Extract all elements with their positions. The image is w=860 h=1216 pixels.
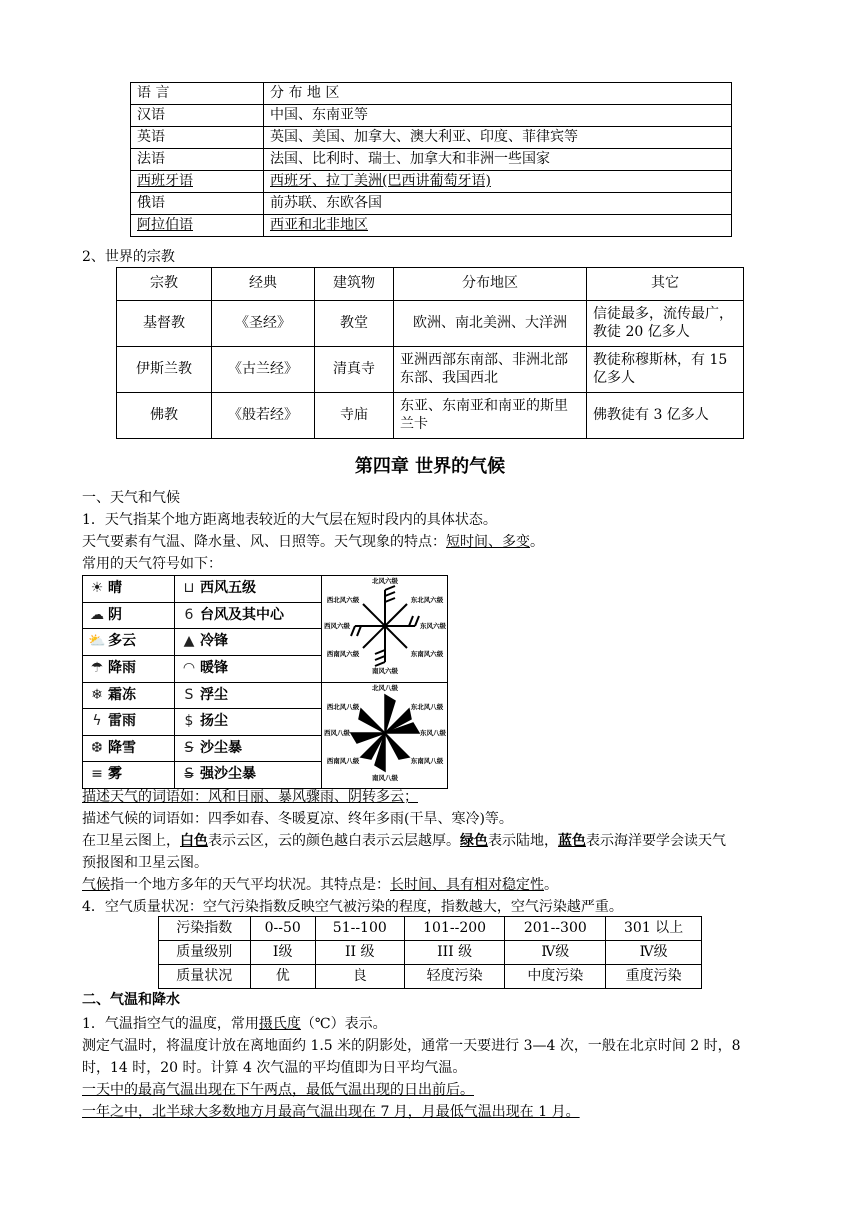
sun-icon: ☀ — [90, 580, 104, 597]
symbol-cell — [83, 735, 175, 762]
symbol-label: 多云 — [108, 633, 136, 650]
table-row — [131, 127, 732, 149]
table-row — [131, 171, 732, 193]
symbol-label: 强沙尘暴 — [200, 766, 256, 783]
symbol-label: 霜冻 — [108, 686, 136, 703]
wind-label: 东北风六级 — [410, 596, 443, 604]
religion-table — [116, 267, 744, 439]
warm-front-icon: ◠ — [182, 659, 196, 676]
table-cell: 良 — [315, 965, 404, 989]
typhoon-icon: 6 — [184, 606, 194, 623]
section-heading: 一、天气和气候 — [82, 490, 180, 506]
wind-label: 东南风八级 — [410, 756, 443, 765]
symbol-label: 阴 — [108, 606, 122, 623]
religion-cell: 基督教 — [117, 301, 212, 347]
frost-icon: ❄ — [91, 686, 103, 703]
table-cell: 质量级别 — [159, 941, 251, 965]
language-cell: 法语 — [131, 149, 264, 171]
underlined-text: 短时间、多变 — [446, 534, 530, 550]
building-cell: 清真寺 — [315, 347, 394, 393]
text-run: 1．气温指空气的温度，常用 — [82, 1016, 259, 1032]
table-cell: Ⅳ级 — [606, 941, 702, 965]
wind-rose-6-icon — [323, 576, 447, 676]
weather-symbol-table — [82, 575, 448, 789]
section-heading: 二、气温和降水 — [82, 992, 180, 1008]
table-cell: 101--200 — [404, 917, 505, 941]
wind-rose-6-cell — [322, 576, 448, 683]
cold-front-icon: ▲ — [183, 633, 195, 650]
text-run: 指一个地方多年的天气平均状况。其特点是： — [110, 877, 390, 893]
header-cell: 语 言 — [131, 83, 264, 105]
symbol-cell — [175, 576, 322, 603]
header-cell: 分 布 地 区 — [264, 83, 732, 105]
underlined-text: 蓝色 — [558, 833, 586, 849]
symbol-label: 晴 — [108, 580, 122, 597]
table-row — [159, 965, 702, 989]
table-row — [131, 149, 732, 171]
language-cell: 西班牙语 — [131, 171, 264, 193]
table-cell: II 级 — [315, 941, 404, 965]
language-cell: 英语 — [131, 127, 264, 149]
wind-label: 西北风八级 — [326, 702, 359, 711]
paragraph: 预报图和卫星云图。 — [82, 855, 208, 871]
symbol-label: 西风五级 — [200, 580, 256, 597]
symbol-label: 台风及其中心 — [200, 606, 284, 623]
header-cell: 经典 — [212, 268, 315, 301]
wind-label: 南风六级 — [371, 667, 398, 675]
other-cell: 教徒称穆斯林，有 15 亿多人 — [587, 347, 744, 393]
paragraph: 常用的天气符号如下： — [82, 556, 222, 572]
chapter-title: 第四章 世界的气候 — [354, 456, 506, 477]
symbol-label: 沙尘暴 — [200, 739, 242, 756]
table-header-row — [117, 268, 744, 301]
paragraph — [82, 830, 726, 852]
text-run: 表示云区，云的颜色越白表示云层越厚。 — [208, 833, 460, 849]
table-row — [83, 682, 448, 709]
table-cell: III 级 — [404, 941, 505, 965]
table-row — [131, 193, 732, 215]
overcast-icon: ☁ — [90, 606, 104, 623]
symbol-cell — [83, 629, 175, 656]
paragraph: 1．天气指某个地方距离地表较近的大气层在短时段内的具体状态。 — [82, 512, 497, 528]
header-cell: 宗教 — [117, 268, 212, 301]
paragraph — [82, 531, 544, 553]
west-wind-icon: ⊔ — [183, 580, 195, 597]
symbol-label: 暖锋 — [200, 659, 228, 676]
table-cell: 301 以上 — [606, 917, 702, 941]
region-cell: 西亚和北非地区 — [264, 215, 732, 237]
paragraph: 时，14 时，20 时。计算 4 次气温的平均值即为日平均气温。 — [82, 1060, 467, 1076]
wind-rose-8-icon — [323, 683, 447, 783]
table-row — [131, 215, 732, 237]
table-cell: 中度污染 — [505, 965, 606, 989]
table-row — [131, 105, 732, 127]
wind-label: 西北风六级 — [326, 596, 359, 604]
table-cell: 201--300 — [505, 917, 606, 941]
table-cell: 轻度污染 — [404, 965, 505, 989]
symbol-cell — [83, 576, 175, 603]
paragraph: 4．空气质量状况：空气污染指数反映空气被污染的程度，指数越大，空气污染越严重。 — [82, 899, 623, 915]
wind-label: 东南风六级 — [410, 650, 443, 658]
header-cell: 其它 — [587, 268, 744, 301]
symbol-label: 雾 — [108, 766, 122, 783]
table-row — [117, 347, 744, 393]
paragraph: 描述天气的词语如：风和日丽、暴风骤雨、阴转多云； — [82, 789, 418, 805]
symbol-cell — [175, 682, 322, 709]
header-cell: 建筑物 — [315, 268, 394, 301]
region-cell: 法国、比利时、瑞士、加拿大和非洲一些国家 — [264, 149, 732, 171]
region-cell: 欧洲、南北美洲、大洋洲 — [394, 301, 587, 347]
region-cell: 西班牙、拉丁美洲(巴西讲葡萄牙语) — [264, 171, 732, 193]
language-table — [130, 82, 732, 237]
wind-rose-8-cell — [322, 682, 448, 789]
text-run: 在卫星云图上， — [82, 833, 180, 849]
symbol-cell — [175, 629, 322, 656]
region-cell: 东亚、东南亚和南亚的斯里兰卡 — [394, 393, 587, 439]
table-cell: 51--100 — [315, 917, 404, 941]
wind-label: 西风六级 — [323, 622, 350, 630]
paragraph: 一天中的最高气温出现在下午两点，最低气温出现的日出前后。 — [82, 1082, 474, 1098]
paragraph: 测定气温时，将温度计放在离地面约 1.5 米的阴影处，通常一天要进行 3—4 次，一般在北京时间 2 时，8 — [82, 1038, 741, 1054]
symbol-label: 扬尘 — [200, 713, 228, 730]
table-cell: Ⅳ级 — [505, 941, 606, 965]
region-cell: 亚洲西部东南部、非洲北部东部、我国西北 — [394, 347, 587, 393]
wind-label: 南风八级 — [371, 773, 398, 782]
religion-cell: 佛教 — [117, 393, 212, 439]
symbol-cell — [83, 682, 175, 709]
underlined-text: 绿色 — [460, 833, 488, 849]
table-row — [117, 301, 744, 347]
other-cell: 佛教徒有 3 亿多人 — [587, 393, 744, 439]
text-run: 。 — [530, 534, 544, 550]
text-run: 天气要素有气温、降水量、风、日照等。天气现象的特点： — [82, 534, 446, 550]
paragraph: 一年之中，北半球大多数地方月最高气温出现在 7 月，月最低气温出现在 1 月。 — [82, 1104, 580, 1120]
table-cell: 污染指数 — [159, 917, 251, 941]
wind-label: 东风八级 — [419, 728, 446, 737]
table-cell: 0--50 — [250, 917, 315, 941]
religion-cell: 伊斯兰教 — [117, 347, 212, 393]
symbol-cell — [83, 762, 175, 789]
building-cell: 寺庙 — [315, 393, 394, 439]
region-cell: 前苏联、东欧各国 — [264, 193, 732, 215]
table-cell: 优 — [250, 965, 315, 989]
thunder-rain-icon: ϟ — [92, 713, 102, 730]
symbol-cell — [175, 762, 322, 789]
symbol-cell — [83, 602, 175, 629]
wind-label: 西南风八级 — [326, 756, 359, 765]
underlined-text: 长时间、具有相对稳定性 — [390, 877, 544, 893]
symbol-label: 降雪 — [108, 739, 136, 756]
religion-heading: 2、世界的宗教 — [82, 249, 175, 265]
underlined-text: 白色 — [180, 833, 208, 849]
wind-label: 东风六级 — [419, 622, 446, 630]
table-row — [83, 576, 448, 603]
table-row — [159, 941, 702, 965]
wind-label: 北风八级 — [371, 683, 398, 692]
symbol-label: 雷雨 — [108, 713, 136, 730]
underlined-text: 气候 — [82, 877, 110, 893]
region-cell: 中国、东南亚等 — [264, 105, 732, 127]
language-cell: 汉语 — [131, 105, 264, 127]
air-quality-table — [158, 916, 702, 989]
language-cell: 俄语 — [131, 193, 264, 215]
symbol-cell — [175, 709, 322, 736]
language-cell: 阿拉伯语 — [131, 215, 264, 237]
other-cell: 信徒最多，流传最广，教徒 20 亿多人 — [587, 301, 744, 347]
symbol-label: 浮尘 — [200, 686, 228, 703]
table-cell: Ⅰ级 — [250, 941, 315, 965]
symbol-label: 降雨 — [108, 659, 136, 676]
symbol-cell — [83, 709, 175, 736]
table-cell: 重度污染 — [606, 965, 702, 989]
region-cell: 英国、美国、加拿大、澳大利亚、印度、菲律宾等 — [264, 127, 732, 149]
blowing-dust-icon: $ — [184, 713, 194, 730]
sandstorm-icon: S — [184, 739, 194, 756]
scripture-cell: 《般若经》 — [212, 393, 315, 439]
symbol-cell — [175, 735, 322, 762]
wind-label: 北风六级 — [371, 577, 398, 585]
table-row — [159, 917, 702, 941]
paragraph — [82, 1013, 387, 1035]
severe-sandstorm-icon: S — [184, 766, 194, 783]
rain-icon: ☂ — [90, 659, 104, 676]
text-run: 表示陆地， — [488, 833, 558, 849]
table-header-row — [131, 83, 732, 105]
symbol-label: 冷锋 — [200, 633, 228, 650]
text-run: （℃）表示。 — [300, 1016, 387, 1032]
header-cell: 分布地区 — [394, 268, 587, 301]
wind-label: 东北风八级 — [410, 702, 443, 711]
building-cell: 教堂 — [315, 301, 394, 347]
paragraph — [82, 874, 558, 896]
paragraph: 描述气候的词语如：四季如春、冬暖夏凉、终年多雨(干旱、寒冷)等。 — [82, 811, 513, 827]
text-run: 表示海洋要学会读天气 — [586, 833, 726, 849]
fog-icon: ≡ — [91, 766, 103, 783]
symbol-cell — [175, 655, 322, 682]
snow-icon: ❆ — [91, 739, 103, 756]
floating-dust-icon: S — [184, 686, 194, 703]
table-row — [117, 393, 744, 439]
wind-label: 西南风六级 — [326, 650, 359, 658]
wind-label: 西风八级 — [323, 728, 350, 737]
underlined-text: 摄氏度 — [258, 1016, 301, 1032]
partly-cloudy-icon: ⛅ — [88, 633, 106, 650]
text-run: 。 — [544, 877, 558, 893]
scripture-cell: 《古兰经》 — [212, 347, 315, 393]
scripture-cell: 《圣经》 — [212, 301, 315, 347]
symbol-cell — [83, 655, 175, 682]
symbol-cell — [175, 602, 322, 629]
table-cell: 质量状况 — [159, 965, 251, 989]
